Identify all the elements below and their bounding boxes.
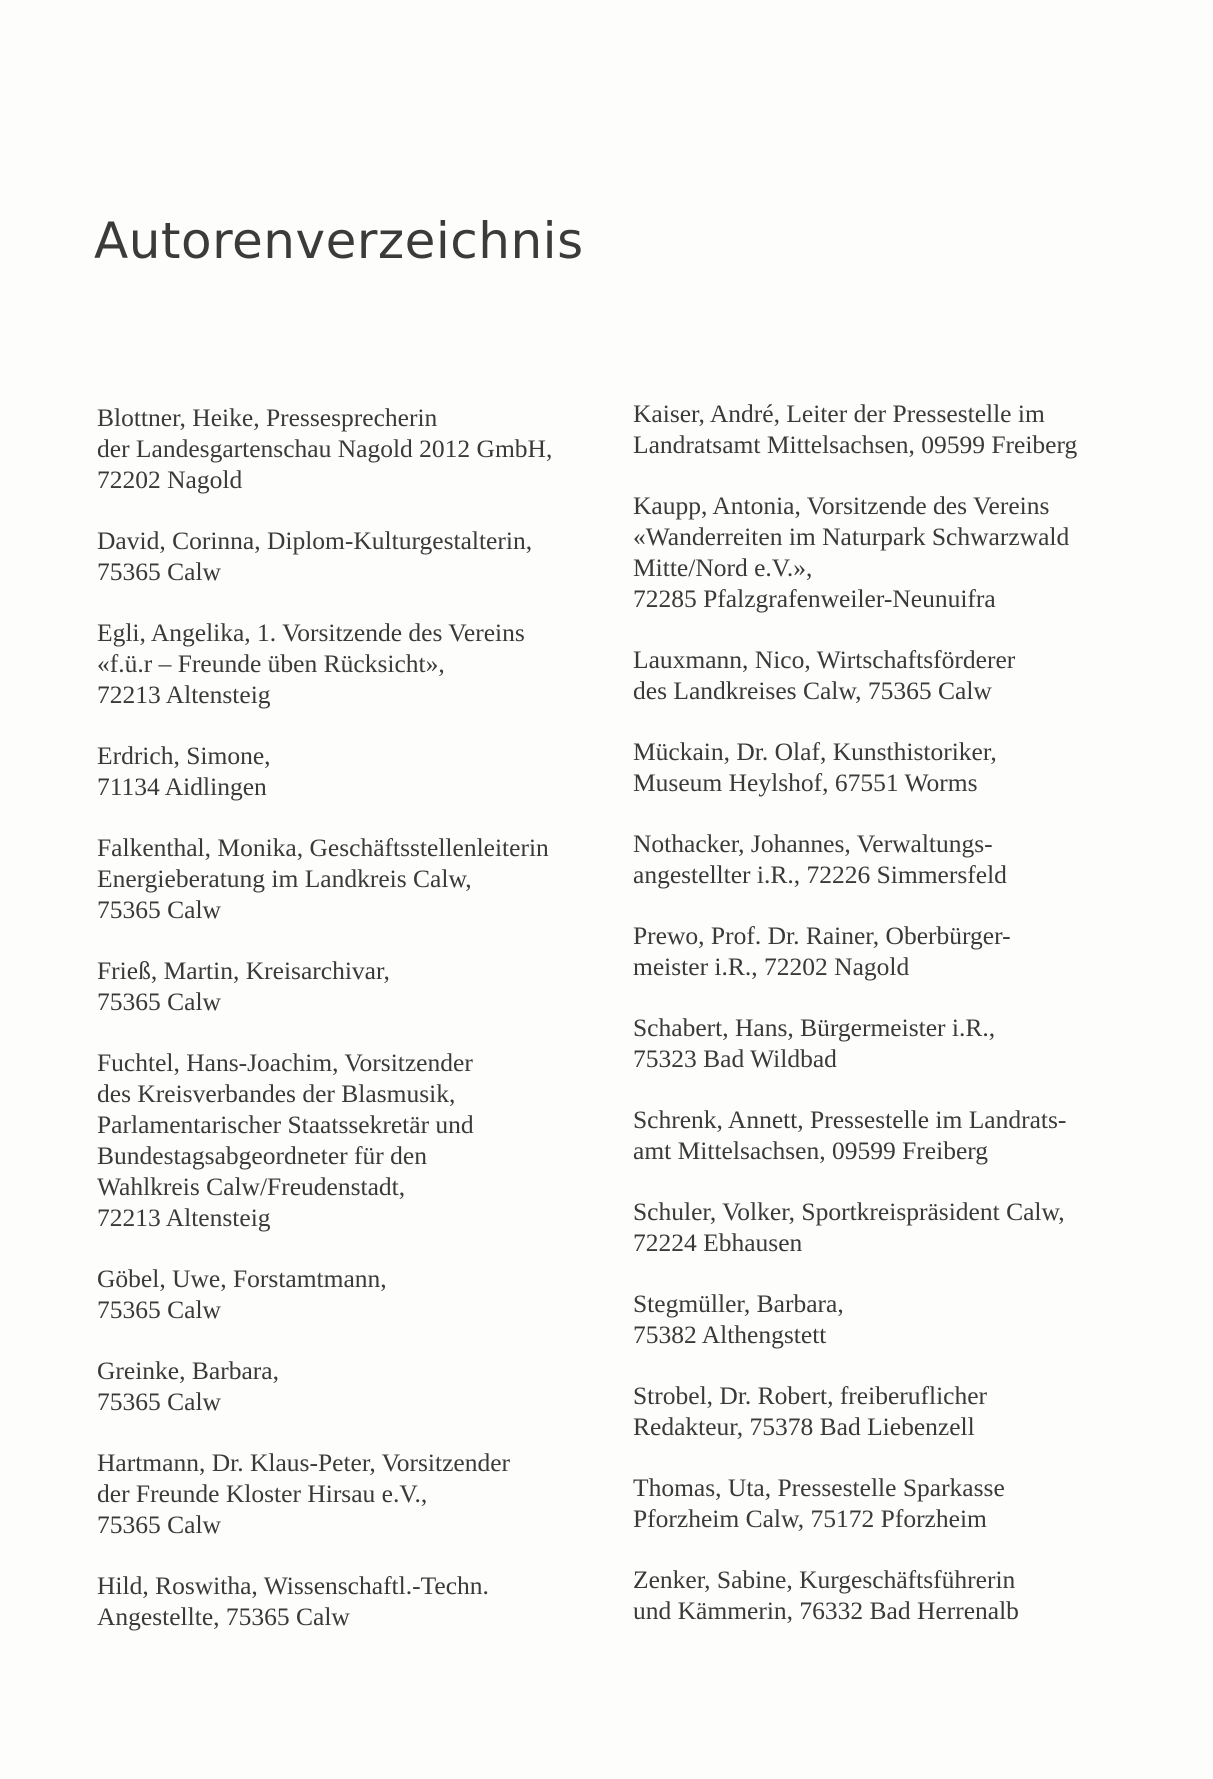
author-entry-line: des Landkreises Calw, 75365 Calw xyxy=(633,676,992,705)
author-entry-line: 75365 Calw xyxy=(97,1510,221,1539)
author-entry-line: 75323 Bad Wildbad xyxy=(633,1044,837,1073)
author-entry-line: und Kämmerin, 76332 Bad Herrenalb xyxy=(633,1596,1019,1625)
author-entry-line: «f.ü.r – Freunde üben Rücksicht», xyxy=(97,649,445,678)
author-entry-line: Greinke, Barbara, xyxy=(97,1356,279,1385)
author-entry-line: Thomas, Uta, Pressestelle Sparkasse xyxy=(633,1473,1005,1502)
author-entry-line: Mitte/Nord e.V.», xyxy=(633,553,813,582)
author-entry xyxy=(97,1047,617,1233)
author-entry-line: Prewo, Prof. Dr. Rainer, Oberbürger- xyxy=(633,921,1011,950)
author-entry xyxy=(97,402,617,495)
author-entry-line: 75365 Calw xyxy=(97,895,221,924)
author-entry xyxy=(633,828,1133,890)
author-entry xyxy=(633,1196,1133,1258)
author-entry-line: der Landesgartenschau Nagold 2012 GmbH, xyxy=(97,434,553,463)
author-entry-line: 72213 Altensteig xyxy=(97,680,271,709)
author-entry-line: 75382 Althengstett xyxy=(633,1320,827,1349)
author-entry-line: 75365 Calw xyxy=(97,557,221,586)
author-entry xyxy=(97,832,617,925)
author-entry xyxy=(633,1380,1133,1442)
author-entry-line: angestellter i.R., 72226 Simmersfeld xyxy=(633,860,1007,889)
author-entry-line: 75365 Calw xyxy=(97,987,221,1016)
author-entry-line: Museum Heylshof, 67551 Worms xyxy=(633,768,978,797)
author-entry-line: Egli, Angelika, 1. Vorsitzende des Vereins xyxy=(97,618,525,647)
author-entry-line: Strobel, Dr. Robert, freiberuflicher xyxy=(633,1381,988,1410)
author-entry-line: David, Corinna, Diplom-Kulturgestalterin, xyxy=(97,526,533,555)
author-list-right-column xyxy=(633,398,1133,1656)
author-entry-line: Zenker, Sabine, Kurgeschäftsführerin xyxy=(633,1565,1016,1594)
author-entry-line: 72224 Ebhausen xyxy=(633,1228,803,1257)
author-entry-line: Kaupp, Antonia, Vorsitzende des Vereins xyxy=(633,491,1050,520)
author-entry-line: «Wanderreiten im Naturpark Schwarzwald xyxy=(633,522,1070,551)
author-entry-line: Parlamentarischer Staatssekretär und xyxy=(97,1110,474,1139)
author-list-left-column xyxy=(97,402,617,1662)
author-entry-line: Bundestagsabgeordneter für den xyxy=(97,1141,427,1170)
author-entry-line: Falkenthal, Monika, Geschäftsstellenleiterin xyxy=(97,833,549,862)
author-entry-line: Pforzheim Calw, 75172 Pforzheim xyxy=(633,1504,987,1533)
author-entry-line: Schrenk, Annett, Pressestelle im Landrats- xyxy=(633,1105,1067,1134)
author-entry-line: amt Mittelsachsen, 09599 Freiberg xyxy=(633,1136,989,1165)
author-entry xyxy=(97,740,617,802)
author-entry-line: Energieberatung im Landkreis Calw, xyxy=(97,864,472,893)
author-entry xyxy=(633,490,1133,614)
author-entry-line: des Kreisverbandes der Blasmusik, xyxy=(97,1079,456,1108)
author-entry-line: Hartmann, Dr. Klaus-Peter, Vorsitzender xyxy=(97,1448,511,1477)
author-entry xyxy=(633,1288,1133,1350)
author-entry xyxy=(633,1564,1133,1626)
author-entry xyxy=(633,1472,1133,1534)
author-entry-line: Blottner, Heike, Pressesprecherin xyxy=(97,403,438,432)
author-entry xyxy=(97,525,617,587)
author-entry-line: Landratsamt Mittelsachsen, 09599 Freiberg xyxy=(633,430,1078,459)
author-entry xyxy=(633,398,1133,460)
author-entry-line: Redakteur, 75378 Bad Liebenzell xyxy=(633,1412,975,1441)
author-entry-line: 72285 Pfalzgrafenweiler-Neunuifra xyxy=(633,584,996,613)
author-entry xyxy=(97,1570,617,1632)
author-entry-line: 71134 Aidlingen xyxy=(97,772,267,801)
author-entry xyxy=(633,920,1133,982)
author-entry-line: meister i.R., 72202 Nagold xyxy=(633,952,910,981)
author-entry xyxy=(97,1263,617,1325)
author-entry xyxy=(97,617,617,710)
author-entry-line: 72213 Altensteig xyxy=(97,1203,271,1232)
author-entry xyxy=(633,1104,1133,1166)
author-entry-line: Hild, Roswitha, Wissenschaftl.-Techn. xyxy=(97,1571,489,1600)
author-entry-line: Mückain, Dr. Olaf, Kunsthistoriker, xyxy=(633,737,997,766)
author-entry xyxy=(97,1447,617,1540)
author-entry-line: Lauxmann, Nico, Wirtschaftsförderer xyxy=(633,645,1016,674)
author-entry-line: Kaiser, André, Leiter der Pressestelle im xyxy=(633,399,1045,428)
author-entry-line: Schabert, Hans, Bürgermeister i.R., xyxy=(633,1013,996,1042)
author-entry-line: Erdrich, Simone, xyxy=(97,741,271,770)
author-entry-line: Angestellte, 75365 Calw xyxy=(97,1602,350,1631)
author-entry-line: 75365 Calw xyxy=(97,1295,221,1324)
author-entry-line: Wahlkreis Calw/Freudenstadt, xyxy=(97,1172,406,1201)
author-entry xyxy=(97,1355,617,1417)
author-entry-line: Fuchtel, Hans-Joachim, Vorsitzender xyxy=(97,1048,473,1077)
author-entry-line: 75365 Calw xyxy=(97,1387,221,1416)
author-entry xyxy=(97,955,617,1017)
author-entry-line: Göbel, Uwe, Forstamtmann, xyxy=(97,1264,387,1293)
author-entry xyxy=(633,644,1133,706)
author-entry-line: Schuler, Volker, Sportkreispräsident Calw, xyxy=(633,1197,1065,1226)
author-entry xyxy=(633,1012,1133,1074)
author-entry-line: Stegmüller, Barbara, xyxy=(633,1289,844,1318)
author-entry xyxy=(633,736,1133,798)
page-title: Autorenverzeichnis xyxy=(94,212,584,270)
author-entry-line: Nothacker, Johannes, Verwaltungs- xyxy=(633,829,993,858)
author-entry-line: 72202 Nagold xyxy=(97,465,243,494)
author-entry-line: Frieß, Martin, Kreisarchivar, xyxy=(97,956,390,985)
author-entry-line: der Freunde Kloster Hirsau e.V., xyxy=(97,1479,428,1508)
